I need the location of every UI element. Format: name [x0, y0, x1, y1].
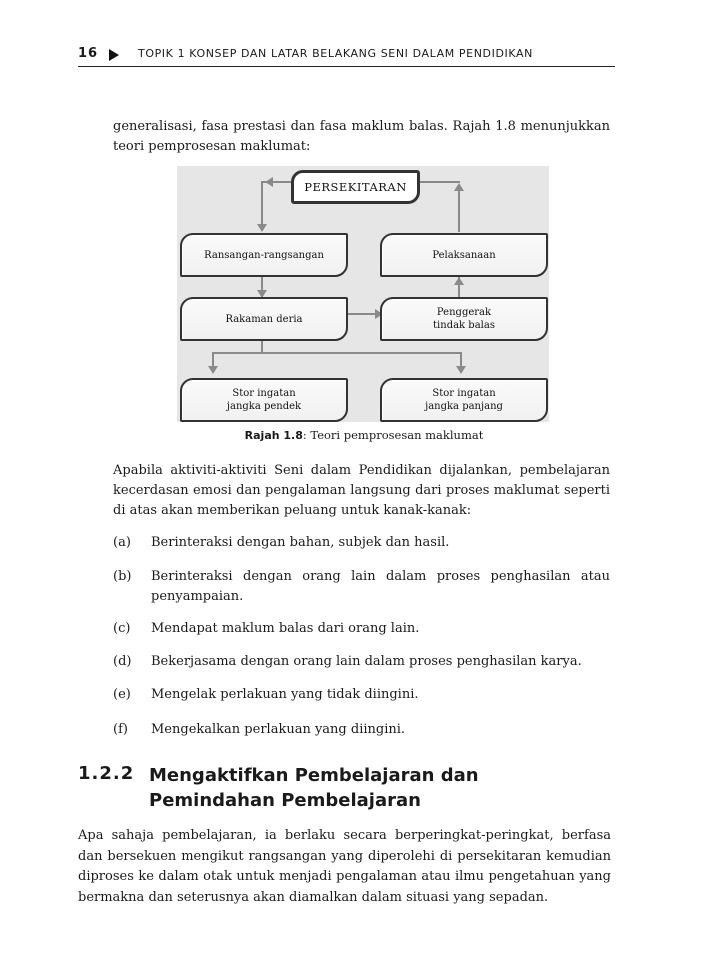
section-paragraph: Apa sahaja pembelajaran, ia berlaku secara berperingkat-peringkat, berfasa dan bersekuen mengikut rangsangan yang diperolehi di persekitaran kemudian diproses ke dalam otak untuk menjadi pengalaman atau ilmu pengetahuan yang bermakna dan seterusnya akan diamalkan dalam situasi yang sepadan.: [78, 828, 611, 905]
list-marker: (b): [113, 569, 132, 584]
sensory-record-box: Rakaman deria: [180, 297, 348, 341]
list-item: [113, 533, 610, 553]
arrow-up-icon: [454, 277, 464, 285]
connector-line: [458, 190, 460, 232]
list-item: [113, 619, 610, 639]
list-item-text: Berinteraksi dengan orang lain dalam proses penghasilan atau penyampaian.: [151, 569, 610, 604]
short-term-memory-box: [180, 378, 348, 422]
section-number: 1.2.2: [78, 763, 135, 784]
running-title: TOPIK 1 KONSEP DAN LATAR BELAKANG SENI DALAM PENDIDIKAN: [138, 47, 533, 60]
list-item-text: Mengelak perlakuan yang tidak diingini.: [151, 687, 419, 702]
figure-caption: [0, 428, 728, 442]
list-marker: (c): [113, 621, 131, 636]
running-header: [78, 44, 615, 67]
section-title: Mengaktifkan Pembelajaran dan Pemindahan Pembelajaran: [149, 765, 479, 811]
performance-box: Pelaksanaan: [380, 233, 548, 277]
environment-box: PERSEKITARAN: [291, 170, 420, 204]
list-marker: (a): [113, 535, 131, 550]
long-term-line2: jangka panjang: [425, 401, 503, 412]
list-item: [113, 720, 610, 740]
stimulus-box: Ransangan-rangsangan: [180, 233, 348, 277]
intro-paragraph: generalisasi, fasa prestasi dan fasa maklum balas. Rajah 1.8 menunjukkan teori pemprosesan maklumat:: [113, 119, 610, 154]
connector-line: [345, 313, 377, 315]
arrow-down-icon: [208, 366, 218, 374]
list-item: [113, 567, 610, 607]
arrow-down-icon: [257, 224, 267, 232]
list-marker: (d): [113, 654, 132, 669]
list-item-text: Berinteraksi dengan bahan, subjek dan hasil.: [151, 535, 450, 550]
list-item: [113, 685, 610, 705]
long-term-line1: Stor ingatan: [432, 388, 496, 399]
list-item-text: Mengekalkan perlakuan yang diingini.: [151, 722, 406, 737]
list-item-text: Bekerjasama dengan orang lain dalam proses penghasilan karya.: [151, 654, 582, 669]
short-term-line1: Stor ingatan: [232, 388, 296, 399]
triangle-arrow-icon: [109, 49, 119, 61]
long-term-memory-box: [380, 378, 548, 422]
list-marker: (e): [113, 687, 131, 702]
list-item-text: Mendapat maklum balas dari orang lain.: [151, 621, 420, 636]
response-generator-box: [380, 297, 548, 341]
arrow-down-icon: [456, 366, 466, 374]
figure-label: Rajah 1.8: [244, 429, 303, 442]
short-term-line2: jangka pendek: [226, 401, 302, 412]
figure-caption-text: : Teori pemprosesan maklumat: [302, 428, 484, 442]
information-processing-diagram: [177, 166, 549, 422]
arrow-left-icon: [265, 177, 273, 187]
list-marker: (f): [113, 722, 128, 737]
body-paragraph: Apabila aktiviti-aktiviti Seni dalam Pendidikan dijalankan, pembelajaran kecerdasan emosi dan pengalaman langsung dari proses maklumat seperti di atas akan memberikan peluang untuk kanak-kanak:: [113, 463, 610, 518]
list-item: [113, 652, 610, 672]
response-generator-line1: Penggerak: [436, 307, 492, 318]
page-number: 16: [78, 46, 99, 61]
connector-line: [212, 352, 462, 354]
response-generator-line2: tindak balas: [433, 320, 495, 331]
